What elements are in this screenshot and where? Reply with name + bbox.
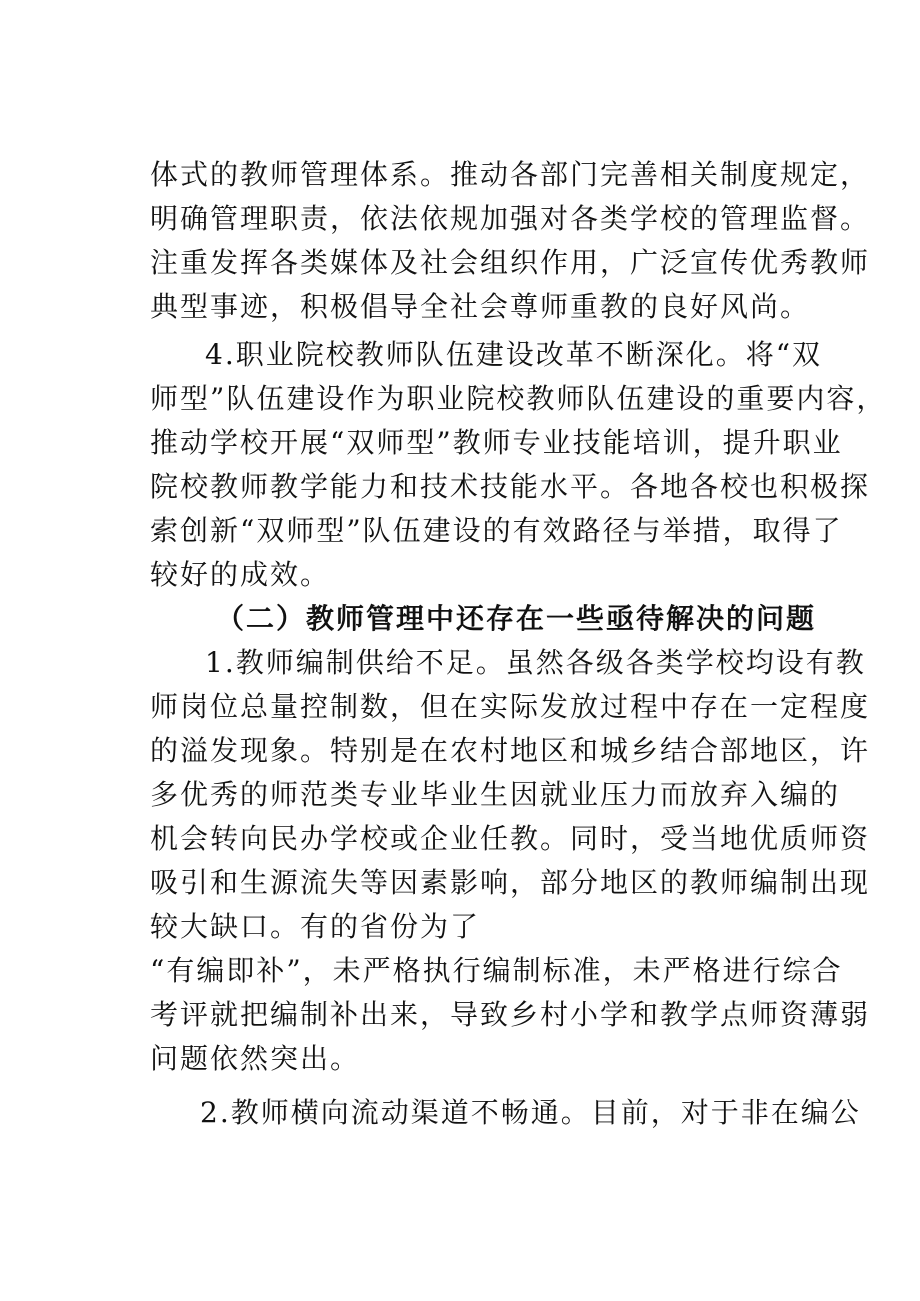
paragraph-2-start: 2.教师横向流动渠道不畅通。目前，对于非在编公 [200, 1096, 861, 1129]
text-line-8: 院校教师教学能力和技术技能水平。各地各校也积极探 [150, 470, 871, 503]
text-line-19: “有编即补”，未严格执行编制标准，未严格进行综合 [150, 954, 843, 987]
text-line-18: 较大缺口。有的省份为了 [150, 910, 481, 943]
text-line-20: 考评就把编制补出来，导致乡村小学和教学点师资薄弱 [150, 998, 871, 1031]
text-line-21: 问题依然突出。 [150, 1042, 361, 1075]
section-heading: （二）教师管理中还存在一些亟待解决的问题 [216, 602, 817, 635]
paragraph-1-start: 1.教师编制供给不足。虽然各级各类学校均设有教 [205, 646, 866, 679]
text-line-7: 推动学校开展“双师型”教师专业技能培训，提升职业 [150, 426, 843, 459]
text-line-1: 体式的教师管理体系。推动各部门完善相关制度规定， [150, 158, 871, 191]
text-line-9: 索创新“双师型”队伍建设的有效路径与举措，取得了 [150, 514, 843, 547]
text-line-6: 师型”队伍建设作为职业院校教师队伍建设的重要内容， [150, 382, 887, 415]
text-line-14: 的溢发现象。特别是在农村地区和城乡结合部地区，许 [150, 734, 871, 767]
text-line-15: 多优秀的师范类专业毕业生因就业压力而放弃入编的 [150, 778, 841, 811]
text-line-17: 吸引和生源流失等因素影响，部分地区的教师编制出现 [150, 866, 871, 899]
text-line-4: 典型事迹，积极倡导全社会尊师重教的良好风尚。 [150, 290, 811, 323]
text-line-2: 明确管理职责，依法依规加强对各类学校的管理监督。 [150, 202, 871, 235]
text-line-3: 注重发挥各类媒体及社会组织作用，广泛宣传优秀教师 [150, 246, 871, 279]
text-line-10: 较好的成效。 [150, 558, 331, 591]
paragraph-4-start: 4.职业院校教师队伍建设改革不断深化。将“双 [205, 338, 823, 371]
text-line-16: 机会转向民办学校或企业任教。同时，受当地优质师资 [150, 822, 871, 855]
text-line-13: 师岗位总量控制数，但在实际发放过程中存在一定程度 [150, 690, 871, 723]
